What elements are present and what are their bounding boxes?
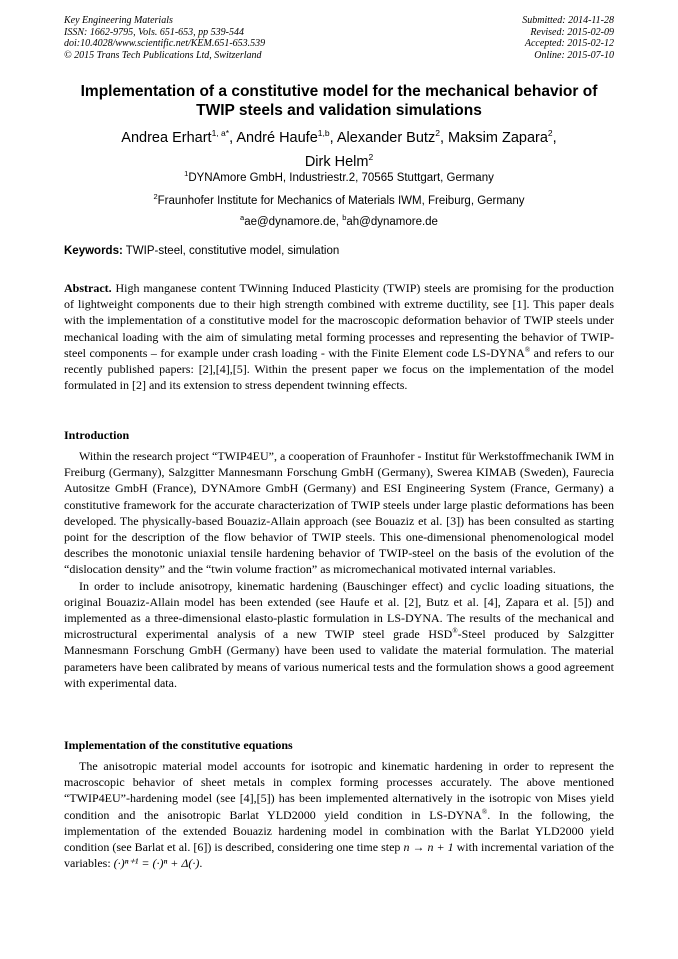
author-name: Dirk Helm: [304, 153, 369, 170]
author-sep: ,: [439, 129, 448, 146]
paragraph-text: The anisotropic material model accounts for isotropic and kinematic hardening in order to represent the macroscopic behavior of sheet metals in complex forming processes accurately. The above mentioned “TWIP4EU”-hardening model (see [4],[5]) has been implemented alternatively in the isotropic von Mises yield condition and the anisotropic Barlat YLD2000 yield condition in LS-DYNA: [64, 759, 614, 822]
email-link[interactable]: ah@dynamore.de: [346, 215, 438, 228]
affiliation-text: DYNAmore GmbH, Industriestr.2, 70565 Stuttgart, Germany: [188, 171, 494, 184]
date-revised: Revised: 2015-02-09: [530, 26, 614, 38]
email-sup: b: [342, 213, 347, 222]
journal-name: Key Engineering Materials: [64, 15, 173, 26]
affiliation-sup: 2: [153, 192, 158, 201]
keywords-text: TWIP-steel, constitutive model, simulation: [122, 245, 340, 257]
email-link[interactable]: ae@dynamore.de,: [244, 215, 343, 228]
paper-title: [50, 82, 628, 120]
intro-paragraph-1: Within the research project “TWIP4EU”, a cooperation of Fraunhofer - Institut für Werkstoffmechanik IWM in Freiburg (Germany), Salzgitter Mannesmann Forschung GmbH (Germany), Swerea KIMAB (Sweden), Faurecia Autositze GmbH (France), DYNAmore GmbH (Germany) and ESI Engineering System (France, Germany) a constitutive framework for the accurate characterization of TWIP steels under large plastic deformations has been developed. The physically-based Bouaziz-Allain approach (see Bouaziz et al. [3]) has been consulted as starting point for the description of the flow behavior of TWIP steels. This one-dimensional phenomenological model describes the monotonic uniaxial tensile hardening behavior of TWIP-steel on the basis of the evolution of the “dislocation density” and the “twin volume fraction” as micromechanical motivated internal variables.: [64, 449, 614, 577]
affiliation-sup: 1: [184, 169, 189, 178]
affiliation-2: [64, 190, 614, 208]
title-line-1: Implementation of a constitutive model for the mechanical behavior of: [80, 83, 598, 100]
intro-paragraph-2: [64, 578, 614, 691]
author-name: Maksim Zapara: [448, 129, 548, 146]
email-sup: a: [240, 213, 245, 222]
author-sup: 1,b: [317, 128, 330, 138]
affiliation-1: [64, 167, 614, 185]
abstract-label: Abstract.: [64, 281, 112, 295]
impl-paragraph-1: [64, 758, 614, 871]
journal-copyright: © 2015 Trans Tech Publications Ltd, Switzerland: [64, 49, 262, 61]
journal-doi: doi:10.4028/www.scientific.net/KEM.651-653.539: [64, 38, 266, 49]
author-sep: ,: [229, 129, 237, 146]
author-emails: [64, 211, 614, 229]
math-increment: (·)ⁿ⁺¹ = (·)ⁿ + Δ(·): [113, 856, 200, 871]
section-heading-implementation: Implementation of the constitutive equations: [64, 738, 293, 752]
abstract-text: and refers to our recently published papers: [2],[4],[5]. Within the present paper we focus on the implementation of the model formulated in [2] and its extension to stress dependent twinning effects.: [64, 345, 614, 393]
author-sup: 1, a*: [211, 128, 230, 138]
author-name: Andrea Erhart: [121, 129, 212, 146]
keywords: [64, 244, 614, 258]
keywords-label: Keywords:: [64, 245, 123, 257]
registered-mark: ®: [524, 345, 531, 354]
author-sep: ,: [329, 129, 337, 146]
paragraph-text: -Steel produced by Salzgitter Mannesmann Forschung GmbH (Germany) have been used to validate the material formulation. The material parameters have been calibrated by means of various numerical tests and the formulation shows a good agreement with experimental data.: [64, 627, 614, 690]
date-submitted: Submitted: 2014-11-28: [522, 15, 614, 26]
author-sup: 2: [547, 128, 553, 138]
title-line-2: TWIP steels and validation simulations: [196, 102, 482, 119]
paragraph-text: with incremental variation of the variables:: [64, 840, 614, 871]
paragraph-text: .: [199, 856, 203, 871]
section-heading-introduction: Introduction: [64, 428, 130, 442]
author-sup: 2: [368, 151, 374, 162]
author-list: [64, 124, 614, 172]
author-sep: ,: [552, 129, 557, 146]
registered-mark: ®: [481, 807, 488, 816]
registered-mark: ®: [452, 627, 458, 636]
publication-dates: [522, 15, 614, 61]
affiliation-text: Fraunhofer Institute for Mechanics of Materials IWM, Freiburg, Germany: [157, 194, 525, 207]
abstract: [64, 280, 614, 393]
date-accepted: Accepted: 2015-02-12: [524, 38, 614, 49]
abstract-text: High manganese content TWinning Induced Plasticity (TWIP) steels are promising for the production of lightweight components due to their high strength combined with extreme ductility, see [1]. This paper deals with the implementation of a constitutive model for the macroscopic deformation behavior of TWIP steels under mechanical loading with the aim of simulating metal forming processes and representing the behavior of TWIP-steel components – for example under crash loading - with the Finite Element code LS-DYNA: [64, 281, 614, 360]
paragraph-text: . In the following, the implementation of the extended Bouaziz hardening model in combination with the Barlat YLD2000 yield condition (see Barlat et al. [6]) is described, considering one time step: [64, 807, 614, 855]
implementation-body: [64, 758, 614, 871]
author-sup: 2: [435, 128, 440, 138]
author-name: Alexander Butz: [336, 129, 436, 146]
date-online: Online: 2015-07-10: [534, 49, 614, 61]
journal-issn: ISSN: 1662-9795, Vols. 651-653, pp 539-544: [64, 26, 244, 38]
author-name: André Haufe: [236, 129, 318, 146]
paragraph-text: In order to include anisotropy, kinematic hardening (Bauschinger effect) and cyclic loading situations, the original Bouaziz-Allain model has been extended (see Haufe et al. [2], Butz et al. [4], Zapara et al. [5]) and implemented as a three-dimensional elasto-plastic formulation in LS-DYNA. The results of the mechanical and microstructural experimental analysis of a new TWIP steel grade HSD: [64, 578, 614, 642]
introduction-body: [64, 448, 614, 691]
math-time-step: n → n + 1: [403, 840, 454, 855]
journal-info: [64, 15, 265, 61]
